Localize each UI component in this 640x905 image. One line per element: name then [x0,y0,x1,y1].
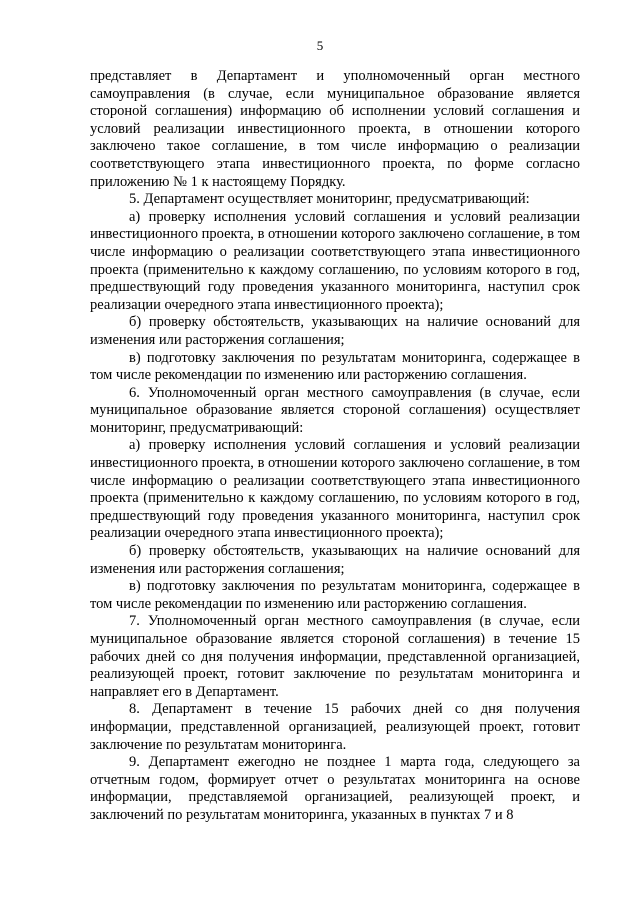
document-body [90,68,580,825]
paragraph-item-8: 8. Департамент в течение 15 рабочих дней со дня получения информации, представленной организацией, реализующей проект, готовит заключение по результатам мониторинга. [90,701,580,753]
paragraph-6b: б) проверку обстоятельств, указывающих на наличие оснований для изменения или расторжения соглашения; [90,543,580,577]
paragraph-item-6: 6. Уполномоченный орган местного самоуправления (в случае, если муниципальное образование является стороной соглашения) осуществляет мониторинг, предусматривающий: [90,384,580,436]
paragraph-5b: б) проверку обстоятельств, указывающих на наличие оснований для изменения или расторжения соглашения; [90,314,580,348]
paragraph-item-9: 9. Департамент ежегодно не позднее 1 марта года, следующего за отчетным годом, формирует отчет о результатах мониторинга на основе информации, представляемой организацией, реализующей проект, и заключений по результатам мониторинга, указанных в пунктах 7 и 8 [90,754,580,823]
paragraph-5c: в) подготовку заключения по результатам мониторинга, содержащее в том числе рекомендации по изменению или расторжению соглашения. [90,349,580,384]
paragraph-continuation: представляет в Департамент и уполномоченный орган местного самоуправления (в случае, если муниципальное образование является стороной соглашения) информацию об исполнении условий соглашения и условий реализации инвестиционного проекта, в отношении которого заключено такое соглашение, в том числе информацию о реализации соответствующего этапа инвестиционного проекта, по форме согласно приложению № 1 к настоящему Порядку. [90,68,580,190]
page-number: 5 [316,38,324,53]
paragraph-6c: в) подготовку заключения по результатам мониторинга, содержащее в том числе рекомендации по изменению или расторжению соглашения. [90,578,580,612]
paragraph-item-5: 5. Департамент осуществляет мониторинг, предусматривающий: [129,191,530,208]
paragraph-5a: а) проверку исполнения условий соглашения и условий реализации инвестиционного проекта, в отношении которого заключено соглашение, в том числе информацию о реализации соответствующего этапа инвестиционного проекта (применительно к каждому соглашению, по условиям которого в год, предшествующий году проведения указанного мониторинга, наступил срок реализации очередного этапа инвестиционного проекта); [90,208,580,313]
paragraph-6a: а) проверку исполнения условий соглашения и условий реализации инвестиционного проекта, в отношении которого заключено соглашение, в том числе информацию о реализации соответствующего этапа инвестиционного проекта (применительно к каждому соглашению, по условиям которого в год, предшествующий году проведения указанного мониторинга, наступил срок реализации очередного этапа инвестиционного проекта); [90,437,580,542]
paragraph-item-7: 7. Уполномоченный орган местного самоуправления (в случае, если муниципальное образование является стороной соглашения) в течение 15 рабочих дней со дня получения информации, представленной организацией, реализующей проект, готовит заключение по результатам мониторинга и направляет его в Департамент. [90,613,580,700]
